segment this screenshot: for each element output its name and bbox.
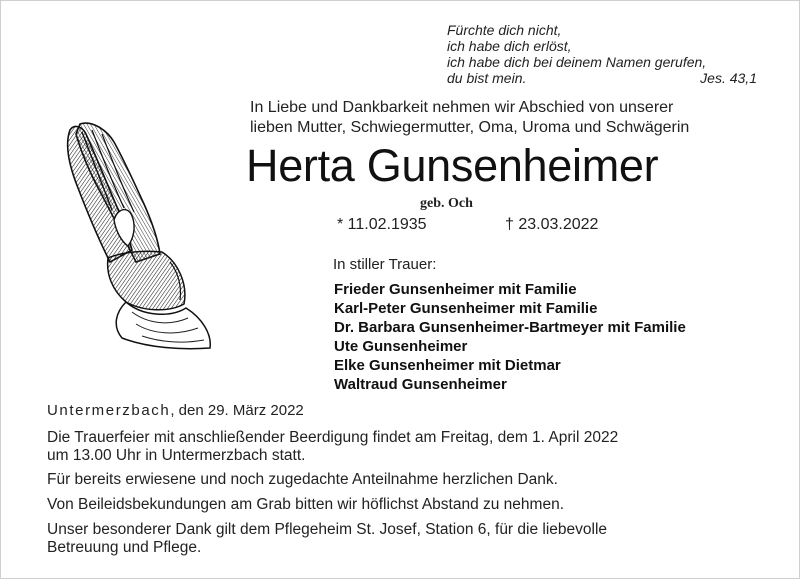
verse-line: ich habe dich bei deinem Namen gerufen, xyxy=(447,54,707,70)
funeral-notice xyxy=(47,429,618,465)
date: , den 29. März 2022 xyxy=(170,402,304,419)
intro-line: In Liebe und Dankbarkeit nehmen wir Abschied von unserer xyxy=(250,99,674,116)
maiden-name: geb. Och xyxy=(420,196,473,211)
condolence-notice: Von Beileidsbekundungen am Grab bitten wir höflichst Abstand zu nehmen. xyxy=(47,496,564,513)
birth-date: * 11.02.1935 xyxy=(337,216,427,233)
special-thanks-notice xyxy=(47,521,607,557)
thanks-notice: Für bereits erwiesene und noch zugedachte Anteilnahme herzlichen Dank. xyxy=(47,471,558,488)
place-and-date xyxy=(47,402,304,419)
place: Untermerzbach xyxy=(47,402,171,419)
deceased-name: Herta Gunsenheimer xyxy=(246,140,659,191)
special-thanks-line: Unser besonderer Dank gilt dem Pflegeheim St. Josef, Station 6, für die liebevolle xyxy=(47,521,608,538)
mourner-item: Frieder Gunsenheimer mit Familie xyxy=(334,281,577,298)
verse-reference: Jes. 43,1 xyxy=(700,70,757,86)
bible-verse xyxy=(447,22,757,86)
death-date: † 23.03.2022 xyxy=(505,216,599,233)
funeral-line: Die Trauerfeier mit anschließender Beerdigung findet am Freitag, dem 1. April 2022 xyxy=(47,429,619,446)
mourning-heading: In stiller Trauer: xyxy=(333,256,437,273)
verse-line: du bist mein. xyxy=(447,70,527,86)
mourner-item: Karl-Peter Gunsenheimer mit Familie xyxy=(334,300,598,317)
mourner-item: Ute Gunsenheimer xyxy=(334,338,468,355)
funeral-line: um 13.00 Uhr in Untermerzbach statt. xyxy=(47,447,306,464)
intro-text xyxy=(250,98,689,138)
mourner-item: Dr. Barbara Gunsenheimer-Bartmeyer mit Familie xyxy=(334,319,686,336)
mourner-item: Waltraud Gunsenheimer xyxy=(334,376,507,393)
mourners-list xyxy=(334,280,686,394)
verse-line: Fürchte dich nicht, xyxy=(447,22,562,38)
praying-hands-icon xyxy=(52,112,218,352)
special-thanks-line: Betreuung und Pflege. xyxy=(47,539,202,556)
verse-last-line xyxy=(447,70,757,86)
verse-line: ich habe dich erlöst, xyxy=(447,38,572,54)
mourner-item: Elke Gunsenheimer mit Dietmar xyxy=(334,357,561,374)
intro-line: lieben Mutter, Schwiegermutter, Oma, Uroma und Schwägerin xyxy=(250,119,690,136)
